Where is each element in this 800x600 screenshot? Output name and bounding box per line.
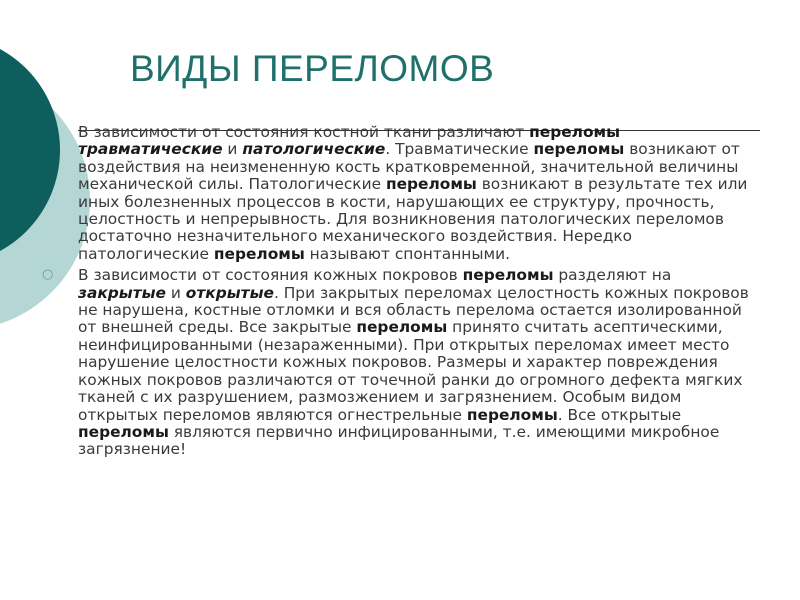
bold-italic-term: открытые bbox=[185, 283, 274, 302]
bold-term: переломы bbox=[529, 123, 621, 141]
paragraph-text bbox=[78, 266, 749, 458]
paragraph-traumatic-pathological bbox=[72, 124, 762, 263]
text-run: называют спонтанными. bbox=[304, 244, 510, 263]
paragraph-text bbox=[78, 123, 747, 263]
bold-term: переломы bbox=[385, 175, 477, 194]
bold-term: переломы bbox=[78, 422, 169, 441]
slide-body bbox=[42, 123, 762, 463]
text-run: разделяют на bbox=[553, 266, 672, 285]
text-run: возникают от воздействия на неизмененную кость кратковременной, значительной величины механической силы. Патологические bbox=[78, 140, 740, 194]
text-run: В зависимости от состояния кожных покровов bbox=[78, 266, 463, 285]
paragraph-closed-open bbox=[42, 266, 762, 459]
text-run: и bbox=[222, 140, 243, 159]
text-run: являются первично инфицированными, т.е. имеющими микробное загрязнение! bbox=[78, 422, 720, 459]
text-run: и bbox=[166, 283, 186, 302]
bold-term: переломы bbox=[356, 318, 448, 337]
bold-term: переломы bbox=[533, 140, 625, 159]
slide-title: ВИДЫ ПЕРЕЛОМОВ bbox=[130, 48, 495, 89]
text-run: . Травматические bbox=[385, 140, 534, 159]
bold-italic-term: травматические bbox=[78, 140, 223, 159]
bold-term: переломы bbox=[213, 244, 305, 263]
bold-italic-term: закрытые bbox=[78, 283, 166, 302]
text-run: . Все открытые bbox=[557, 405, 682, 424]
text-run: возникают в результате тех или иных болезненных процессов в кости, нарушающих ее структуру, прочность, целостность и непрерывность. Для возникновения патологических переломов достаточно незначительного механического воздействия. Нередко патологические bbox=[78, 175, 748, 263]
text-run: . При закрытых переломах целостность кожных покровов не нарушена, костные отломки и вся область перелома остается изолированной от внешней среды. Все закрытые bbox=[78, 283, 749, 337]
bold-term: переломы bbox=[466, 405, 558, 424]
text-run: принято считать асептическими, неинфицированными (незараженными). При открытых переломах имеет место нарушение целостности кожных покровов. Размеры и характер повреждения кожных покровов различаются от точечной ранки до огромного дефекта мягких тканей с их разрушением, размозжением и загрязнением. Особым видом открытых переломов являются огнестрельные bbox=[78, 318, 743, 424]
bold-term: переломы bbox=[462, 266, 554, 285]
bold-italic-term: патологические bbox=[242, 140, 386, 159]
text-run: В зависимости от состояния костной ткани различают bbox=[78, 123, 530, 141]
bullet-icon: ○ bbox=[42, 267, 54, 283]
